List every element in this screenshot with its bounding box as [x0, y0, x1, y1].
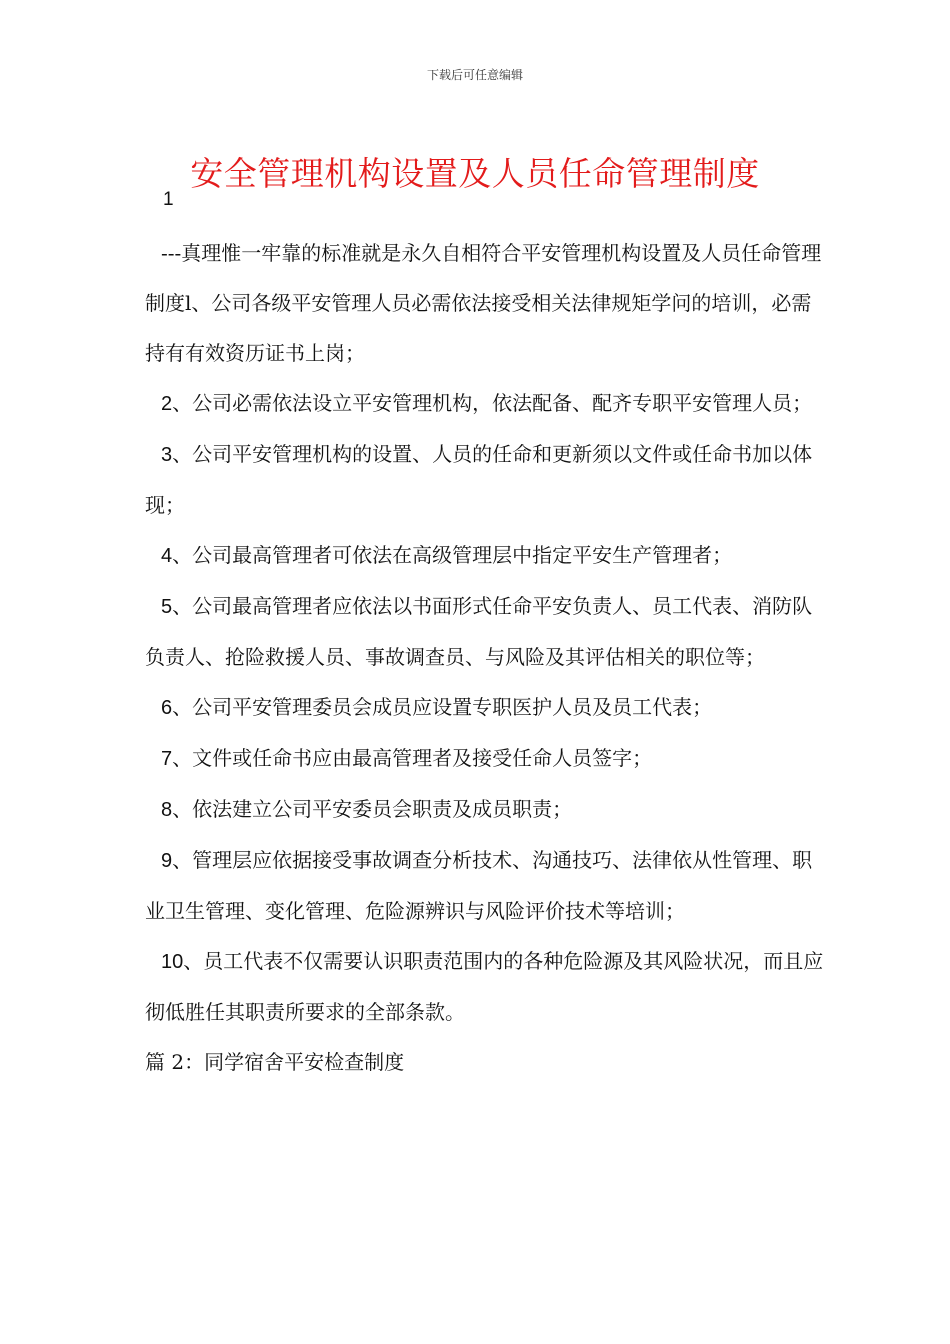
- paragraph-5: [145, 581, 825, 682]
- section-number: 1: [163, 189, 174, 210]
- paragraph-8-text: 、依法建立公司平安委员会职责及成员职责；: [172, 797, 573, 821]
- paragraph-5-number: 5: [161, 596, 173, 618]
- paragraph-6: [145, 682, 825, 733]
- paragraph-7: [145, 733, 825, 784]
- paragraph-4-number: 4: [161, 545, 173, 567]
- paragraph-1-text: ---真理惟一牢靠的标准就是永久自相符合平安管理机构设置及人员任命管理制度l、公司各级平安管理人员必需依法接受相关法律规矩学问的培训，必需持有有效资历证书上岗；: [145, 241, 822, 365]
- paragraph-2-number: 2: [161, 393, 173, 415]
- document-title: 安全管理机构设置及人员任命管理制度: [190, 154, 760, 194]
- paragraph-7-text: 、文件或任命书应由最高管理者及接受任命人员签字；: [172, 746, 653, 770]
- paragraph-3: [145, 429, 825, 530]
- paragraph-8: [145, 784, 825, 835]
- paragraph-9-number: 9: [161, 850, 173, 872]
- paragraph-2-text: 、公司必需依法设立平安管理机构，依法配备、配齐专职平安管理人员；: [172, 391, 813, 415]
- paragraph-4: [145, 530, 825, 581]
- paragraph-4-text: 、公司最高管理者可依法在高级管理层中指定平安生产管理者；: [172, 543, 733, 567]
- paragraph-3-text: 、公司平安管理机构的设置、人员的任命和更新须以文件或任命书加以体现；: [145, 442, 813, 517]
- paragraph-10-text: 、员工代表不仅需要认识职责范围内的各种危险源及其风险状况，而且应彻低胜任其职责所要求的全部条款。: [145, 949, 824, 1024]
- header-note: 下载后可任意编辑: [426, 68, 523, 82]
- paragraph-3-number: 3: [161, 444, 173, 466]
- paragraph-10-number: 10: [161, 951, 184, 973]
- paragraph-1: [145, 228, 825, 378]
- next-section-heading: 篇 2：同学宿舍平安检查制度: [145, 1050, 405, 1074]
- paragraph-2: [145, 378, 825, 429]
- paragraph-9: [145, 835, 825, 936]
- paragraph-6-text: 、公司平安管理委员会成员应设置专职医护人员及员工代表；: [172, 695, 713, 719]
- paragraph-8-number: 8: [161, 799, 173, 821]
- paragraph-7-number: 7: [161, 748, 173, 770]
- paragraph-5-text: 、公司最高管理者应依法以书面形式任命平安负责人、员工代表、消防队负责人、抢险救援人员、事故调查员、与风险及其评估相关的职位等；: [145, 594, 813, 669]
- paragraph-6-number: 6: [161, 697, 173, 719]
- document-body: [145, 228, 825, 1087]
- paragraph-9-text: 、管理层应依据接受事故调查分析技术、沟通技巧、法律依从性管理、职业卫生管理、变化管理、危险源辨识与风险评价技术等培训；: [145, 848, 813, 923]
- paragraph-10: [145, 936, 825, 1037]
